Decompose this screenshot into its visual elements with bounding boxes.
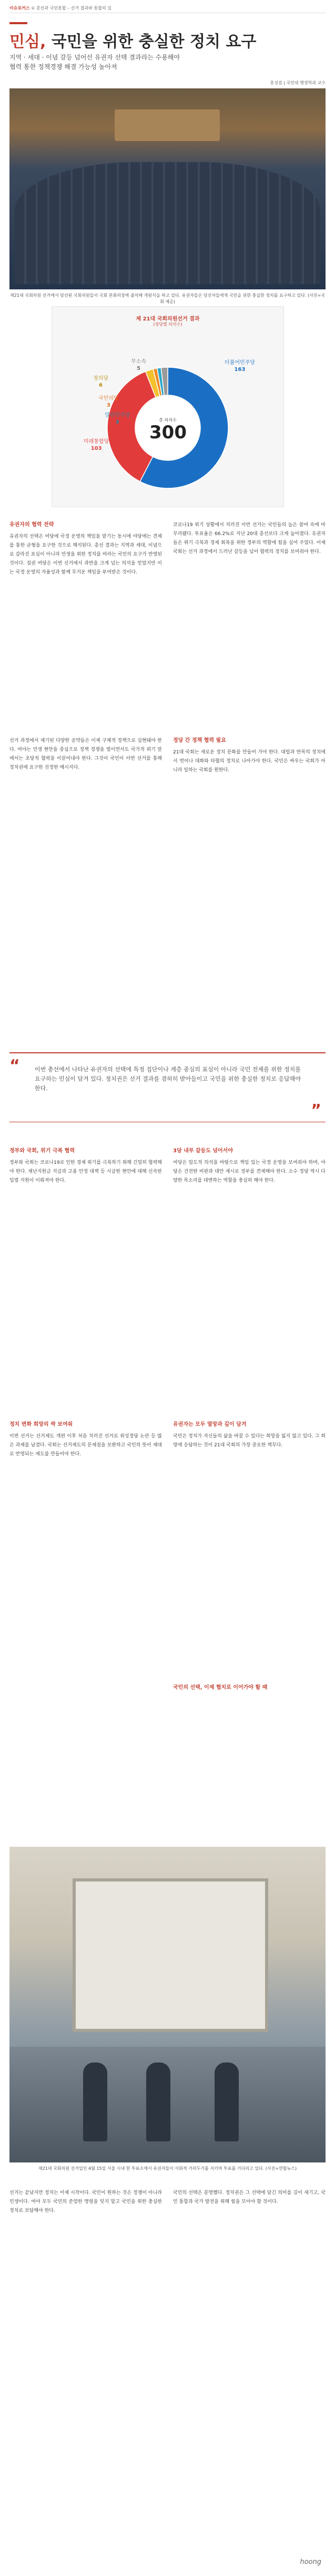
subhead-6: 유권자는 모두 열망과 깊이 담겨: [173, 1422, 247, 1427]
chart-title: 제 21대 국회의원선거 결과: [136, 316, 200, 322]
subhead-7: 국민의 선택, 이제 협치로 이어가야 할 때: [173, 1685, 268, 1690]
body-col2-e: 국민의 선택은 분명했다. 정치권은 그 선택에 담긴 의미를 깊이 새기고, 국민 통합과 국가 발전을 위해 힘을 모아야 할 것이다.: [173, 2190, 326, 2205]
subhead-2: 정당 간 정책 협력 필요: [173, 738, 226, 743]
subtitle-line-1: 지역 · 세대 · 이념 갈등 넘어선 유권자 선택 결과라는 수용해야: [9, 54, 180, 61]
speaker-dais: [115, 109, 220, 141]
body-col1-e: 선거는 끝났지만 정치는 이제 시작이다. 국민이 원하는 것은 정쟁이 아니라 민생이다. 여야 모두 국민의 준엄한 명령을 잊지 말고 국민을 위한 충실한 정치로 보답해야 한다.: [9, 2190, 162, 2213]
pie-chart-svg: [52, 307, 283, 507]
section-name: 이슈포커스: [9, 6, 30, 11]
body-col2-b: 21대 국회는 새로운 정치 문화를 만들어 가야 한다. 대립과 반목의 정치에서 벗어나 대화와 타협의 정치로 나아가야 한다. 국민은 싸우는 국회가 아니라 일하는 국회를 원한다.: [173, 750, 326, 773]
label-democratic: 더불어민주당 163: [225, 360, 255, 373]
pie-center: [149, 417, 186, 442]
title-accent: 민심,: [9, 33, 46, 51]
subhead-5: 정치 변화 희망의 싹 보여줘: [9, 1422, 73, 1427]
label-open-democratic: 열린민주당 3: [105, 412, 130, 425]
title-rest: 국민을 위한 충실한 정치 요구: [46, 33, 257, 51]
photo2-caption: 제21대 국회의원 선거일인 4월 15일 서울 시내 한 투표소에서 유권자들이 사회적 거리두기를 지키며 투표를 기다리고 있다. (사진=연합뉴스): [38, 2166, 297, 2171]
label-independent: 무소속 5: [131, 359, 146, 371]
subhead-3: 정부와 국회, 위기 극복 협력: [9, 1148, 75, 1154]
label-peoples: 국민의당 3: [98, 396, 119, 408]
pull-quote: [9, 1052, 326, 1122]
quote-text: 이번 총선에서 나타난 유권자의 선택에 특정 집단이나 계층 중심의 표심이 아니라 국민 전체를 위한 정치를 요구하는 민심이 담겨 있다. 정치권은 선거 결과를 겸허히 받아들이고 국민을 위한 충실한 정치로 응답해야 한다.: [35, 1066, 301, 1092]
subhead-1: 유권자의 협력 전략: [9, 522, 54, 528]
body-col1-c: 정부와 국회는 코로나19로 인한 경제 위기를 극복하기 위해 긴밀히 협력해야 한다. 재난지원금 지급과 고용 안정 대책 등 시급한 현안에 대해 신속한 입법 지원이 이뤄져야 한다.: [9, 1160, 162, 1183]
voter-figure: [146, 2062, 170, 2141]
article-title: [9, 28, 256, 52]
byline: 홍성걸 | 국민대 행정학과 교수: [270, 80, 326, 85]
title-accent-bar: [9, 22, 27, 24]
body-col1-d: 이번 선거는 선거제도 개편 이후 처음 치러진 선거로 위성정당 논란 등 많은 과제를 남겼다. 국회는 선거제도의 문제점을 보완하고 국민의 뜻이 제대로 반영되는 제도를 만들어야 한다.: [9, 1434, 162, 1457]
seat-distribution-chart: [52, 306, 284, 507]
polling-station-photo: [9, 1847, 326, 2162]
series-title: ① 총선과 국민통합 – 선거 결과와 통합의 길: [31, 6, 111, 11]
polling-door: [73, 1878, 268, 2032]
quote-open-mark: “: [9, 1056, 20, 1075]
body-col1-a: 유권자의 선택은 여당에 국정 운영의 책임을 맡기는 동시에 야당에는 견제를 통한 균형을 요구한 것으로 해석된다. 총선 결과는 지역과 세대, 이념으로 갈라진 표심이 아니라 민생을 위한 정치를 바라는 국민의 요구가 반영된 것이다. 집권 여당은 이번 선거에서 과반을 크게 넘는 의석을 얻었지만 이는 국정 운영의 자율성과 함께 무거운 책임을 부여받은 것이다.: [9, 534, 162, 575]
assembly-seats: [15, 162, 320, 284]
subhead-4: 3당 내부 갈등도 넘어서야: [173, 1148, 234, 1154]
body-col2-c: 여당은 압도적 의석을 바탕으로 책임 있는 국정 운영을 보여줘야 하며, 야당은 건전한 비판과 대안 제시로 정부를 견제해야 한다. 소수 정당 역시 다양한 목소리를 대변하는 역할을 충실히 해야 한다.: [173, 1160, 326, 1183]
subtitle-line-2: 협력 통한 정책경쟁 해결 가능성 높아져: [9, 63, 117, 71]
label-united-future: 미래통합당 103: [84, 439, 109, 451]
center-total: 300: [149, 422, 187, 443]
body-col2-a: 코로나19 위기 상황에서 치러진 이번 선거는 국민들의 높은 참여 속에 마무리됐다. 투표율은 66.2%로 지난 20대 총선보다 크게 높아졌다. 유권자들은 위기 극복과 경제 회복을 위한 정부의 역할에 힘을 실어 주었다. 이제 국회는 선거 과정에서 드러난 갈등을 넘어 협력의 정치를 보여줘야 한다.: [173, 522, 326, 555]
section-header: [9, 5, 111, 11]
voter-figure: [215, 2062, 239, 2141]
center-label: 총 의석수: [159, 418, 177, 422]
body-col2-d: 국민은 정치가 자신들의 삶을 바꿀 수 있다는 희망을 잃지 않고 있다. 그 희망에 응답하는 것이 21대 국회의 가장 중요한 책무다.: [173, 1434, 326, 1448]
quote-close-mark: ”: [311, 1101, 321, 1120]
author-signature: hoong: [300, 2558, 321, 2566]
label-justice: 정의당 6: [93, 376, 108, 388]
article-subtitle: [9, 53, 262, 72]
voter-figure: [83, 2062, 107, 2141]
photo1-caption: 제21대 국회의원 선거에서 당선된 국회의원들이 국회 본회의장에 출석해 개원식을 하고 있다. 유권자들은 당선자들에게 국민을 위한 충실한 정치를 요구하고 있다. (사진=국회 제공): [10, 293, 325, 304]
assembly-hall-photo: [9, 88, 326, 289]
body-col1-b: 선거 과정에서 제기된 다양한 공약들은 이제 구체적 정책으로 실현돼야 한다. 여야는 민생 현안을 중심으로 정책 경쟁을 벌이면서도 국가적 위기 앞에서는 초당적 협력을 이끌어내야 한다. 그것이 국민이 이번 선거를 통해 정치권에 요구한 진정한 메시지다.: [9, 738, 162, 770]
chart-subtitle: (정당별 의석수): [153, 322, 182, 327]
